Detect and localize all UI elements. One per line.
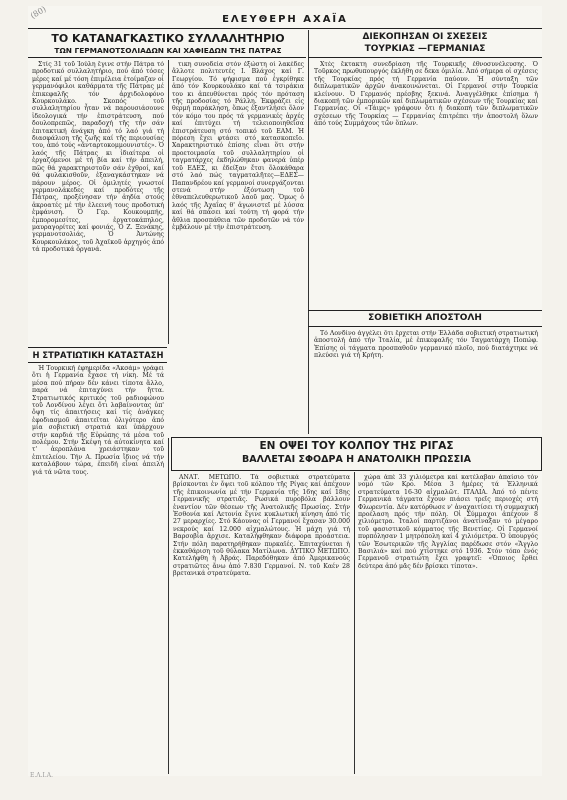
subheadline-rally: ΤΩΝ ΓΕΡΜΑΝΟΤΣΟΛΙΑΔΩΝ ΚΑΙ ΧΑΦΙΕΔΩΝ ΤΗΣ ΠΑΤΡΑΣ	[54, 46, 282, 55]
headline-riga: ΕΝ ΟΨΕΙ ΤΟΥ ΚΟΛΠΟΥ ΤΗΣ ΡΙΓΑΣ	[259, 440, 454, 452]
riga-column-2: χώρα ἀπέ 33 χιλιόμετρα καί κατέλαβαν ἀπαίσιο τόν νομό τῶν Κρο. Μέσα 3 ἡμέρες τά Ἑλληνικά στρατεύματα 16-30 αἰχμαλῶτ. ΙΤΑΛΙΑ. Ἀπό τό πέντε Γερμανικά τάγματα ἔχουν πιάσει τρεῖς περιοχές στή Φλωρεντία. Δέν κατόρθωσε ν' ἀναχαιτίσει τή συμμαχική προέλαση πρός τήν πόλη. Οἱ Σύμμαχοι ἀπέχουν 8 χιλιόμετρα. Ἰταλοί παρτιζάνοι ἀνατίναξαν τό μέγαρο τοῦ φασιστικοῦ κόμματος τῆς Βενετίας. Οἱ Γερμανοί πυρπόλησαν 1 μητρόπολη καί 4 χιλιόμετρα. Ὁ ὑπουργός τῶν Ἐσωτερικῶν τῆς Ἀγγλίας παρέδωσε στόν «Ἄγγλο Βασιλιά» καί πού χτίστηκε στό 1936. Στόν τόπο ἐνός Γερμανοῦ στρατιώτη ἔχει γραφτεῖ: «Ὁποιος ἔρθει δεύτερα ἀπό μᾶς δέν βρίσκει τίποτα».	[358, 474, 538, 570]
soviet-mission-column: Τό Λονδίνο ἀγγέλει ὅτι ἔρχεται στήν Ἑλλάδα σοβιετική στρατιωτική ἀποστολή ἀπό τήν Ἰταλία, μέ ἐπικεφαλῆς τόν Ταγματάρχη Ποπώφ. Ἐπίσης οἱ τάγματα προσπαθοῦν γερμανικό πλοῖο, πού διατάχτηκε νά πλεύσει γιά τή Κρήτη.	[314, 330, 538, 360]
riga-column-1: ΑΝΑΤ. ΜΕΤΩΠΟ. Τά σοβιετικά στρατεύματα βρίσκονται ἐν ὄψει τοῦ κόλπου τῆς Ρίγας καί ἀπέχουν τῆς ἐπικοινωνία μέ τήν Γερμανία τῆς 16ης καί 18ης Γερμανικῆς στρατιᾶς. Ρωσικά πυροβόλα βάλλουν ἐναντίον τῶν θέσεων τῆς Ἀνατολικῆς Πρωσίας. Στήν Ἐσθονία καί Λετονία ἔγινε κυκλωτική κίνηση ἀπό τίς 27 μεραρχίες. Στό Κάουνας οἱ Γερμανοί ἔχασαν 30.000 νεκρούς καί 12.000 αἰχμαλώτους. Ἡ μάχη γιά τή Βαρσοβία ἄρχισε. Καταλήφθηκαν διάφορα προάστεια. Στήν πόλη παρατηρήθηκαν πυρκαϊές. Ἐπιταχύνεται ἡ ἐκκαθάριση τοῦ θύλακα Ματίλωνα. ΔΥΤΙΚΟ ΜΕΤΩΠΟ. Κατελήφθη ἡ Ἀβράς. Παρεδόθηκαν ἀπό Ἀμερικανούς στρατιῶτες ἄνω ἀπό 7.830 Γερμανοί. Ν. τοῦ Καέν 28 βρετανικά στρατεύματα.	[173, 474, 350, 578]
headline-rally: ΤΟ ΚΑΤΑΝΑΓΚΑΣΤΙΚΟ ΣΥΛΛΑΛΗΤΗΡΙΟ	[51, 32, 285, 45]
subheadline-prussia: ΒΑΛΛΕΤΑΙ ΣΦΟΔΡΑ Η ΑΝΑΤΟΛΙΚΗ ΠΡΩΣΣΙΑ	[242, 454, 471, 465]
headline-military: Η ΣΤΡΑΤΙΩΤΙΚΗ ΚΑΤΑΣΤΑΣΗ	[32, 350, 164, 360]
column-divider	[168, 60, 169, 344]
masthead-rule	[28, 28, 542, 29]
subheadline-relations: ΤΟΥΡΚΙΑΣ —ΓΕΡΜΑΝΙΑΣ	[364, 44, 486, 54]
column-divider	[308, 30, 309, 434]
rule-art2	[28, 347, 167, 348]
masthead: ΕΛΕΥΘΕΡΗ ΑΧΑΪΑ	[222, 14, 348, 25]
rally-column-1: Στίς 31 τοῦ Ἰούλη ἔγινε στήν Πάτρα τό προδοτικό συλλαλητήριο, πού ἀπό τόσες μέρες καί μέ τόση ἐπιμέλεια ἑτοίμαζαν οἱ γερμανόφιλοι καθάρματα τῆς Πάτρας μέ ἐπικεφαλῆς τόν ἀρχιδολοφόνο Κουρκουλάκο. Σκοπός τοῦ συλλαλητηρίου ἦταν νά παρουσιάσουνε ἰδεολογικά τήν ἐπιστράτευση, πού δουλοπρεπῶς, παραδοχή τῆς τήν σάν ἐπιτακτική ἀνάγκη ἀπό τό λαό γιά τή διασφάλιση τῆς ζωῆς καί τῆς περιουσίας του, ἀπό τούς «ἄνταρτοκομμουνιστές». Ὁ λαός τῆς Πάτρας κι ἰδιαίτερα οἱ ἐργαζόμενοι μέ τή βία καί τήν ἀπειλή, πῶς θά χαρακτηριστοῦν σάν ἐχθροί, καί θά φυλακισθοῦν, ἐξαναγκάστηκαν νά πάρουν μέρος. Οἱ ὁμιλητές γνωστοί γερμανολάκεδες καί προδότες τῆς Πάτρας, προξένησαν τήν ἀηδία στούς ἀκροατές μέ τήν ἐλεεινή τους προδοτική ἐμφάνιση. Ὁ Γερ. Κουκουμπής, ἐμπορομεσίτες, ἐργατοκάπηλος, μαυραγορίτες καί φονιάς, Ὁ Ζ. Ξενάκης, γερμανοτσολιάς, Ὁ Ἀντώνης Κουρκουλάκος, τοῦ Ἀχαϊκοῦ ἀρχηγός ἀπό τά προδοτικά ὀργανά.	[32, 61, 164, 254]
relations-column: Χτές ἔκτακτη συνεδρίαση τῆς Τουρκικῆς ἐθνοσυνέλευσης. Ὁ Τοῦρκος πρωθυπουργός ἐκλήθη σε δεκα ὁμιλία. Ἀπό σήμερα οἱ σχέσεις τῆς Τουρκίας πρός τή Γερμανία παύουν. Ἡ σύνταξη τῶν διπλωματικῶν ἀρχῶν ἀνακοινώνεται. Οἱ Γερμανοί στήν Τουρκία κλείνουν. Ὁ Γερμανός πρέσβης ξεκινά. Ἀναγγέλθηκε ἐπίσημα ἡ διακοπή τῶν ἐμπορικῶν καί διπλωματικῶν σχέσεων τῆς Τουρκίας καί Γερμανίας. Οἱ «Τάιμς» γράφουν ὅτι ἡ διακοπή τῶν διπλωματικῶν σχέσεων τῆς Τουρκίας — Γερμανίας ἐπιτρέπει τήν ἀποστολή ὅλων ἀπό τούς Συμμάχους τῶν ὅπλων.	[314, 61, 538, 128]
column-divider	[168, 438, 169, 774]
rule-art4-bottom	[308, 326, 542, 327]
headline-soviet-mission: ΣΟΒΙΕΤΙΚΗ ΑΠΟΣΤΟΛΗ	[368, 313, 482, 323]
rule-art4	[308, 310, 542, 311]
rule-art3	[308, 57, 542, 58]
rule-art2-bottom	[28, 362, 167, 363]
column-divider	[354, 472, 355, 774]
rally-column-2: τικη συνοδεία στόν ἐξώστη οἱ λακέδες ἄλλοτε πολιτευτές Ι. Βλάχος καί Γ. Γεωργίου. Τό ψήφισμα πού ἐγκρίθηκε ἀπό τόν Κουρκουλάκο καί τά τσιράκια του κι ἀπευθύνεται πρός τόν πρόταση τῆς προδοσίας τό Ράλλη. Ἐκφράζει εἰς θερμή παράκληση, ὅπως ἐξαντλήσει ὅλον τόν κόμο του πρός τά γερμανικές ἀρχές καί ἐπιτύχει τή τελειοποιηθεῖσα ἐπιστράτευση στό τοπικό τοῦ ΕΑΜ. Ἡ πόρεση ἔχει φτάσει στό κατασκοπεῖο. Χαρακτηριστικό ἐπίσης εἶναι ὅτι στήν προετοιμασία τοῦ συλλαλητηρίου οἱ ταγματάρχες ἐκδηλώθηκαν φανερά ὑπέρ τοῦ ΕΔΕΣ, κι ἐδείξαν ἔτσι ὅλοκάθαρα στό λαό πώς ταγματαλῆτες—ΕΔΕΣ—Παπανδρέου καί γερμανοί συνεργάζονται στενά στήν ἐξόντωση τοῦ ἐθναπελευθερωτικοῦ λαοῦ μας. Ὅμως ὁ λαός τῆς Ἀχαΐας θ' ἀγωνιστεῖ μέ λύσσα καί θά σπάσει καί τούτη τή φορά τήν ἄθλια προσπάθεια τῶν προδοτῶν νά τόν ἐμβάλουν μέ τήν ἐπιστράτευση.	[172, 61, 304, 231]
headline-relations: ΔΙΕΚΟΠΗΣΑΝ ΟΙ ΣΧΕΣΕΙΣ	[362, 32, 488, 42]
archive-stamp: Ε.Λ.Ι.Α.	[30, 772, 54, 779]
rule-art1	[28, 57, 306, 58]
military-column: Ἡ Τουρκική ἐφημερίδα «Ἀκσάμ» γράφει ὅτι ἡ Γερμανία ἔχασε τή νίκη. Μέ τά μέσα πού πήραν δέν κάνει τίποτα ἄλλο, παρά νά ἐπιταχύνει τήν ἥττα. Στρατιωτικός κριτικός τοῦ ραδιοφώνου τοῦ Λονδίνου λέγει ὅτι λαβαίνοντας ὑπ' ὄψη τίς ἀπαιτήσεις καί τίς ἀνάγκες ἐφοδιασμοῦ ἀπαιτεῖται ὀλιγότερο ἀπό μία σοβιετική στρατιά καί ὑπάρχουν στήν καρδιά τῆς Εὐρώπης τά μέσα τοῦ πολέμου. Στήν Σκέψη τά αὐτοκίνητα καί τ' ἀεροπλάνα χρειάστηκαν τοῦ ἐπιτελείου. Τήν Α. Πρωσία ἴδιος νά τήν καταλάβουν τώρα, ἐπειδή εἶναι ἀπειλή γιά τά νῶτα τους.	[32, 365, 164, 476]
page-number: (80)	[28, 4, 48, 21]
newspaper-page	[28, 6, 542, 776]
headline-box-riga	[171, 437, 542, 471]
